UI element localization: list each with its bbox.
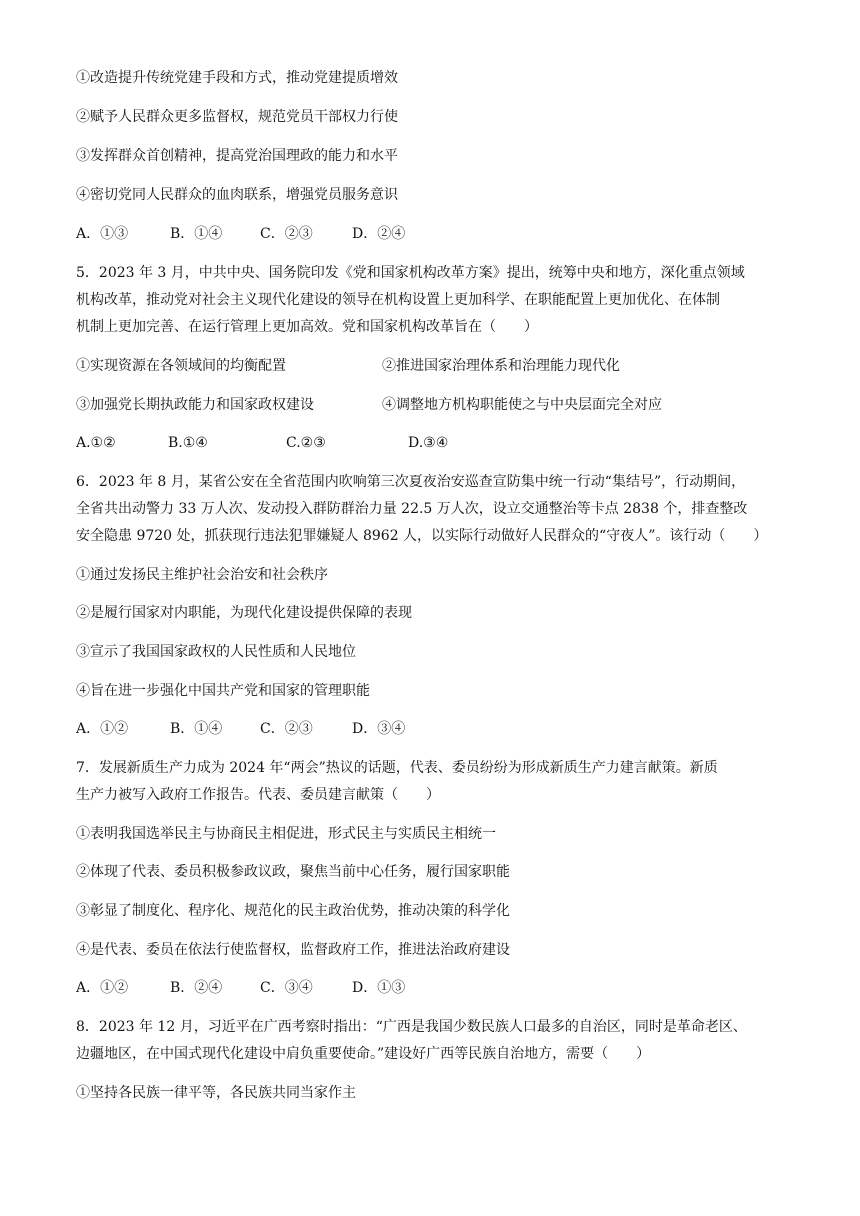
q5-stem-line-3: 机制上更加完善、在运行管理上更加高效。党和国家机构改革旨在（ ）: [76, 319, 538, 335]
q7-statement-4: ④是代表、委员在依法行使监督权，监督政府工作，推进法治政府建设: [76, 942, 510, 958]
q6-choice-b[interactable]: B．①④: [170, 721, 223, 737]
q5-statements-row-2: [76, 395, 796, 415]
q8-statement-1: ①坚持各民族一律平等，各民族共同当家作主: [76, 1085, 356, 1101]
q6-stem-line-1: 6．2023 年 8 月，某省公安在全省范围内吹响第三次夏夜治安巡查宣防集中统一行动“集结号”，行动期间，: [76, 474, 746, 490]
q7-choice-b[interactable]: B．②④: [170, 980, 223, 996]
q5-stem-line-1: 5．2023 年 3 月，中共中央、国务院印发《党和国家机构改革方案》提出，统筹中央和地方，深化重点领域: [76, 265, 745, 281]
q6-choice-a[interactable]: A．①②: [76, 721, 129, 737]
q6-statement-4: ④旨在进一步强化中国共产党和国家的管理职能: [76, 683, 370, 699]
q6-stem-line-3: 安全隐患 9720 处，抓获现行违法犯罪嫌疑人 8962 人，以实际行动做好人民群众的“守夜人”。该行动（ ）: [76, 528, 768, 544]
q6-statement-1: ①通过发扬民主维护社会治安和社会秩序: [76, 567, 328, 583]
q6-choice-d[interactable]: D．③④: [352, 721, 406, 737]
q6-choice-c[interactable]: C．②③: [260, 721, 313, 737]
q4-statement-1: ①改造提升传统党建手段和方式，推动党建提质增效: [76, 70, 398, 86]
q7-stem-line-2: 生产力被写入政府工作报告。代表、委员建言献策（ ）: [76, 787, 440, 803]
q4-choice-c[interactable]: C．②③: [260, 226, 313, 242]
q5-statement-3: ③加强党长期执政能力和国家政权建设: [76, 397, 314, 413]
q5-choice-a[interactable]: A.①②: [76, 435, 116, 451]
q7-statement-2: ②体现了代表、委员积极参政议政，聚焦当前中心任务，履行国家职能: [76, 864, 510, 880]
q7-choice-d[interactable]: D．①③: [352, 980, 406, 996]
q7-choice-c[interactable]: C．③④: [260, 980, 313, 996]
q4-choice-a[interactable]: A．①③: [76, 226, 129, 242]
q5-statement-2: ②推进国家治理体系和治理能力现代化: [382, 358, 620, 374]
q5-statement-1: ①实现资源在各领域间的均衡配置: [76, 358, 286, 374]
q8-stem-line-1: 8．2023 年 12 月，习近平在广西考察时指出：“广西是我国少数民族人口最多的自治区，同时是革命老区、: [76, 1019, 747, 1035]
q5-stem-line-2: 机构改革，推动党对社会主义现代化建设的领导在机构设置上更加科学、在职能配置上更加优化、在体制: [76, 292, 720, 308]
q5-choice-d[interactable]: D.③④: [408, 435, 449, 451]
q8-stem-line-2: 边疆地区，在中国式现代化建设中肩负重要使命。”建设好广西等民族自治地方，需要（ ）: [76, 1046, 651, 1062]
q5-choices: [76, 433, 796, 453]
q5-statements-row-1: [76, 356, 796, 376]
q5-statement-4: ④调整地方机构职能使之与中央层面完全对应: [382, 397, 662, 413]
q7-choices: [76, 978, 796, 998]
q7-stem-line-1: 7．发展新质生产力成为 2024 年“两会”热议的话题，代表、委员纷纷为形成新质生产力建言献策。新质: [76, 760, 718, 776]
q4-choice-b[interactable]: B．①④: [170, 226, 223, 242]
q4-statement-2: ②赋予人民群众更多监督权，规范党员干部权力行使: [76, 109, 398, 125]
q7-statement-3: ③彰显了制度化、程序化、规范化的民主政治优势，推动决策的科学化: [76, 903, 510, 919]
q4-choice-d[interactable]: D．②④: [352, 226, 406, 242]
q6-choices: [76, 719, 796, 739]
q6-statement-3: ③宣示了我国国家政权的人民性质和人民地位: [76, 644, 356, 660]
q4-statement-4: ④密切党同人民群众的血肉联系，增强党员服务意识: [76, 187, 398, 203]
q5-choice-b[interactable]: B.①④: [168, 435, 208, 451]
q7-statement-1: ①表明我国选举民主与协商民主相促进，形式民主与实质民主相统一: [76, 826, 496, 842]
q4-choices: [76, 224, 796, 244]
q6-statement-2: ②是履行国家对内职能，为现代化建设提供保障的表现: [76, 605, 412, 621]
q6-stem-line-2: 全省共出动警力 33 万人次、发动投入群防群治力量 22.5 万人次，设立交通整治等卡点 2838 个，排查整改: [76, 501, 748, 517]
q5-choice-c[interactable]: C.②③: [286, 435, 326, 451]
q4-statement-3: ③发挥群众首创精神，提高党治国理政的能力和水平: [76, 148, 398, 164]
q7-choice-a[interactable]: A．①②: [76, 980, 129, 996]
